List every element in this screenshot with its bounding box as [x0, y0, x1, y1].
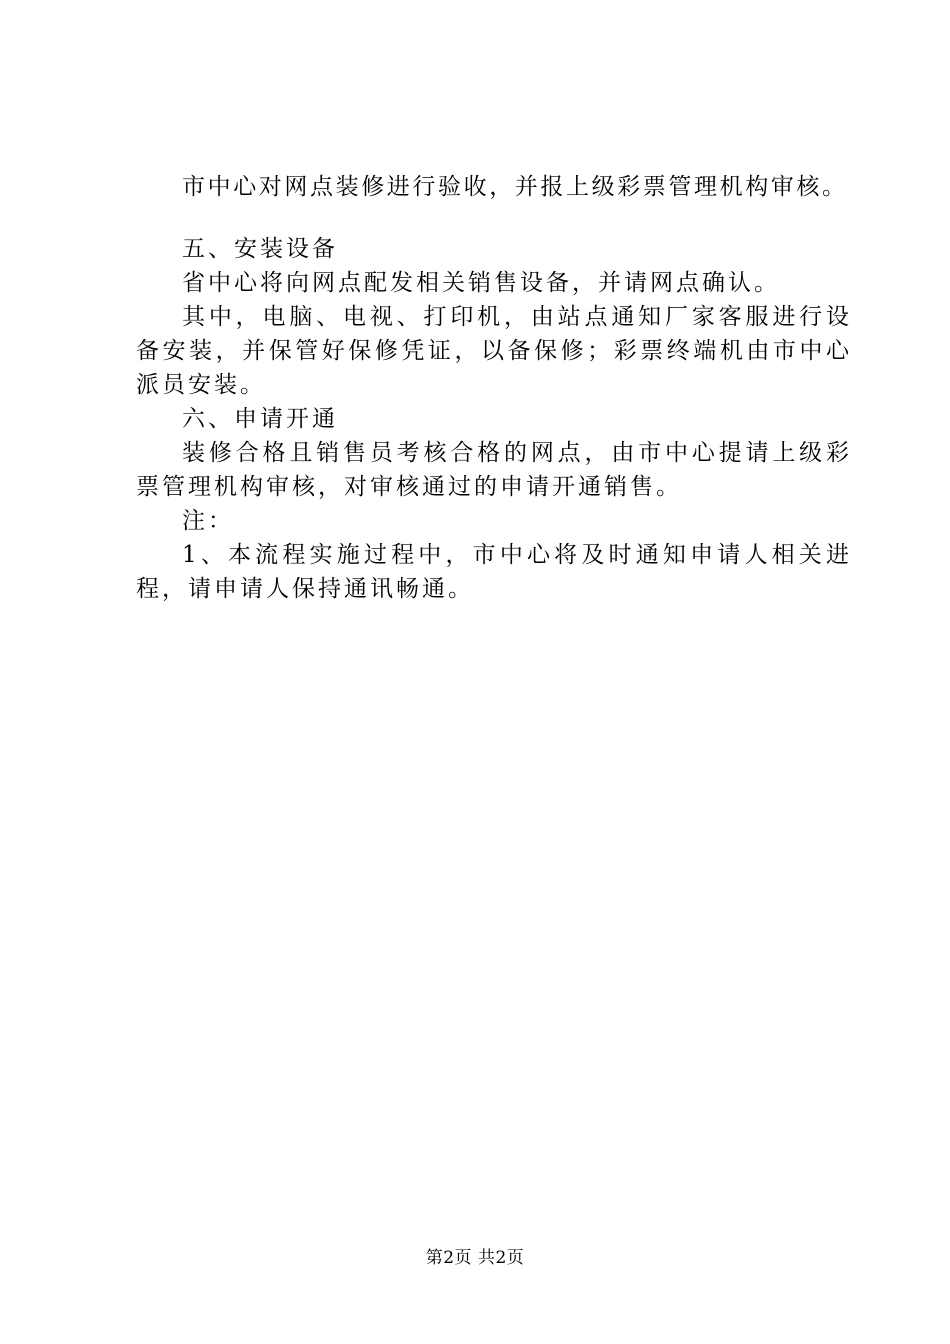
paragraph-inspection: 市中心对网点装修进行验收，并报上级彩票管理机构审核。	[182, 174, 848, 200]
heading-install-equipment: 五、安装设备	[182, 236, 338, 262]
paragraph-equipment-installation: 其中，电脑、电视、打印机，由站点通知厂家客服进行设备安装，并保管好保修凭证，以备保修；彩票终端机由市中心派员安装。	[136, 304, 852, 398]
document-body	[136, 170, 852, 606]
note-item-1: 1、本流程实施过程中，市中心将及时通知申请人相关进程，请申请人保持通讯畅通。	[136, 542, 852, 602]
page-footer: 第2页 共2页	[425, 1248, 525, 1268]
heading-apply-activation: 六、申请开通	[182, 406, 338, 432]
note-label: 注：	[182, 508, 234, 534]
paragraph-activation: 装修合格且销售员考核合格的网点，由市中心提请上级彩票管理机构审核，对审核通过的申请开通销售。	[136, 440, 852, 500]
paragraph-equipment-delivery: 省中心将向网点配发相关销售设备，并请网点确认。	[182, 270, 780, 296]
